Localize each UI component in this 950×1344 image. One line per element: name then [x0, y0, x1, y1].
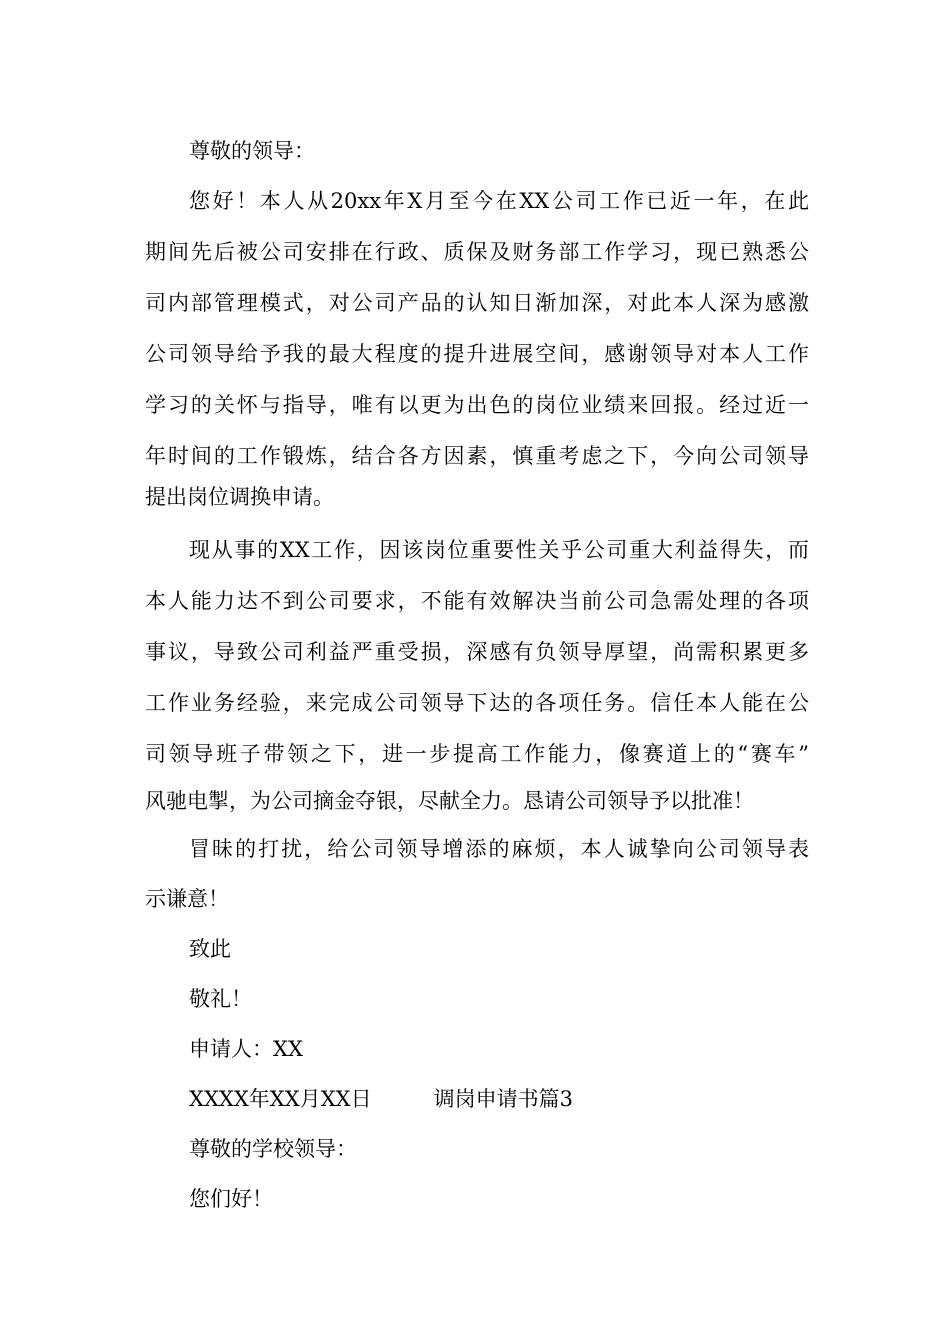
- paragraph-1-line: 学习的关怀与指导，唯有以更为出色的岗位业绩来回报。经过近一: [145, 393, 809, 417]
- next-section-title: 调岗申请书篇3: [433, 1087, 573, 1111]
- paragraph-1-line: 您好！本人从20xx年X月至今在XX公司工作已近一年，在此: [189, 189, 809, 213]
- next-salutation: 尊敬的学校领导：: [189, 1137, 357, 1161]
- closing-zhici: 致此: [189, 937, 231, 961]
- paragraph-3-line: 示谦意！: [145, 887, 229, 911]
- applicant-signature: 申请人：XX: [189, 1037, 303, 1061]
- date-and-next-title: [189, 1084, 809, 1114]
- salutation: 尊敬的领导：: [189, 139, 315, 163]
- paragraph-2-line: 工作业务经验，来完成公司领导下达的各项任务。信任本人能在公: [145, 691, 809, 715]
- paragraph-2-line: 风驰电掣，为公司摘金夺银，尽献全力。恳请公司领导予以批准！: [145, 789, 754, 813]
- paragraph-2-line: 现从事的XX工作，因该岗位重要性关乎公司重大利益得失，而: [189, 538, 809, 562]
- paragraph-2-line: 本人能力达不到公司要求，不能有效解决当前公司急需处理的各项: [145, 589, 809, 613]
- paragraph-1-line: 提出岗位调换申请。: [145, 485, 334, 509]
- paragraph-2-line: 司领导班子带领之下，进一步提高工作能力，像赛道上的“赛车”: [145, 742, 809, 766]
- paragraph-3-line: 冒昧的打扰，给公司领导增添的麻烦，本人诚挚向公司领导表: [189, 837, 809, 861]
- paragraph-1-line: 年时间的工作锻炼，结合各方因素，慎重考虑之下，今向公司领导: [145, 444, 809, 468]
- paragraph-2-line: 事议，导致公司利益严重受损，深感有负领导厚望，尚需积累更多: [145, 640, 809, 664]
- paragraph-1-line: 公司领导给予我的最大程度的提升进展空间，感谢领导对本人工作: [145, 342, 809, 366]
- next-greeting: 您们好！: [189, 1187, 273, 1211]
- closing-jingli: 敬礼！: [189, 987, 252, 1011]
- paragraph-1-line: 司内部管理模式，对公司产品的认知日渐加深，对此本人深为感激: [145, 291, 809, 315]
- paragraph-1-line: 期间先后被公司安排在行政、质保及财务部工作学习，现已熟悉公: [145, 240, 809, 264]
- date: XXXX年XX月XX日: [189, 1087, 372, 1111]
